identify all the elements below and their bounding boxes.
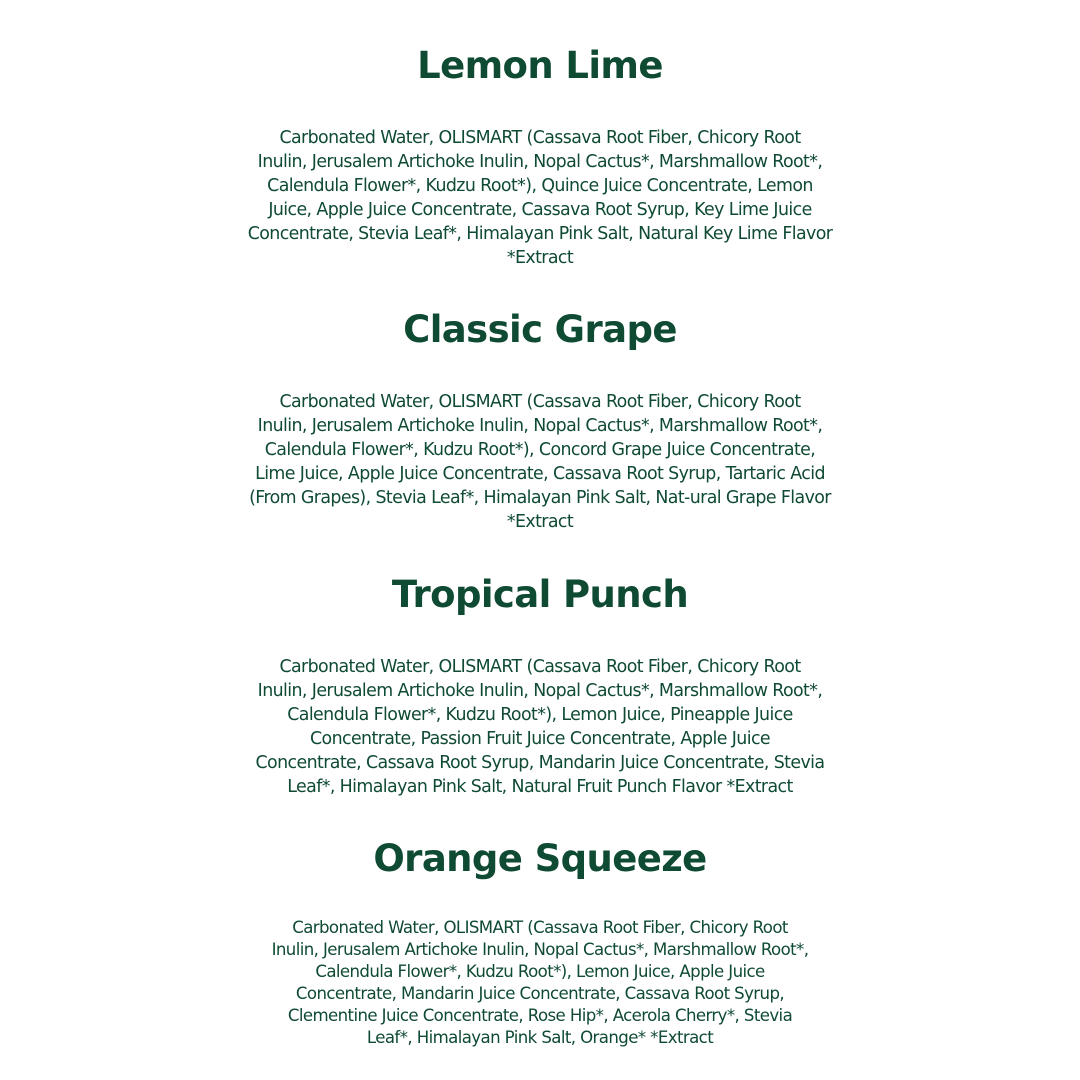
product-title: Tropical Punch: [391, 573, 689, 616]
product-title: Lemon Lime: [417, 44, 663, 87]
ingredient-line: Calendula Flower*, Kudzu Root*), Lemon Juice, Pineapple Juice: [287, 705, 793, 725]
ingredient-line: Inulin, Jerusalem Artichoke Inulin, Nopal Cactus*, Marshmallow Root*,: [271, 940, 809, 959]
product-lemon-lime: [0, 44, 1080, 270]
ingredient-line: Juice, Apple Juice Concentrate, Cassava Root Syrup, Key Lime Juice: [268, 200, 812, 220]
ingredient-line: Carbonated Water, OLISMART (Cassava Root Fiber, Chicory Root: [292, 918, 788, 937]
ingredient-line: Carbonated Water, OLISMART (Cassava Root Fiber, Chicory Root: [279, 392, 801, 412]
ingredient-list: [0, 390, 1080, 534]
ingredient-line: *Extract: [506, 248, 574, 268]
ingredient-list: [0, 655, 1080, 799]
ingredient-line: Inulin, Jerusalem Artichoke Inulin, Nopal Cactus*, Marshmallow Root*,: [257, 152, 823, 172]
ingredient-line: Concentrate, Passion Fruit Juice Concentrate, Apple Juice: [309, 729, 770, 749]
ingredient-list: [0, 917, 1080, 1049]
ingredient-line: Carbonated Water, OLISMART (Cassava Root Fiber, Chicory Root: [279, 128, 801, 148]
ingredient-line: Concentrate, Stevia Leaf*, Himalayan Pink Salt, Natural Key Lime Flavor: [247, 224, 833, 244]
ingredient-line: *Extract: [506, 512, 574, 532]
ingredient-line: Calendula Flower*, Kudzu Root*), Lemon Juice, Apple Juice: [315, 962, 765, 981]
product-title: Orange Squeeze: [373, 837, 707, 880]
ingredient-line: Calendula Flower*, Kudzu Root*), Quince Juice Concentrate, Lemon: [267, 176, 813, 196]
ingredient-line: Clementine Juice Concentrate, Rose Hip*, Acerola Cherry*, Stevia: [287, 1006, 793, 1025]
ingredient-line: Leaf*, Himalayan Pink Salt, Natural Fruit Punch Flavor *Extract: [287, 777, 793, 797]
ingredient-line: Concentrate, Mandarin Juice Concentrate, Cassava Root Syrup,: [295, 984, 785, 1003]
product-tropical-punch: [0, 573, 1080, 799]
ingredient-list: [0, 126, 1080, 270]
ingredient-line: Carbonated Water, OLISMART (Cassava Root Fiber, Chicory Root: [279, 657, 801, 677]
ingredient-line: (From Grapes), Stevia Leaf*, Himalayan Pink Salt, Nat-ural Grape Flavor: [249, 488, 831, 508]
product-title: Classic Grape: [403, 308, 677, 351]
ingredient-line: Calendula Flower*, Kudzu Root*), Concord Grape Juice Concentrate,: [264, 440, 816, 460]
ingredient-line: Inulin, Jerusalem Artichoke Inulin, Nopal Cactus*, Marshmallow Root*,: [257, 416, 823, 436]
ingredient-line: Lime Juice, Apple Juice Concentrate, Cassava Root Syrup, Tartaric Acid: [255, 464, 825, 484]
ingredient-line: Leaf*, Himalayan Pink Salt, Orange* *Extract: [366, 1028, 714, 1047]
product-orange-squeeze: [0, 837, 1080, 1049]
ingredient-line: Concentrate, Cassava Root Syrup, Mandarin Juice Concentrate, Stevia: [255, 753, 825, 773]
product-classic-grape: [0, 308, 1080, 534]
ingredient-line: Inulin, Jerusalem Artichoke Inulin, Nopal Cactus*, Marshmallow Root*,: [257, 681, 823, 701]
